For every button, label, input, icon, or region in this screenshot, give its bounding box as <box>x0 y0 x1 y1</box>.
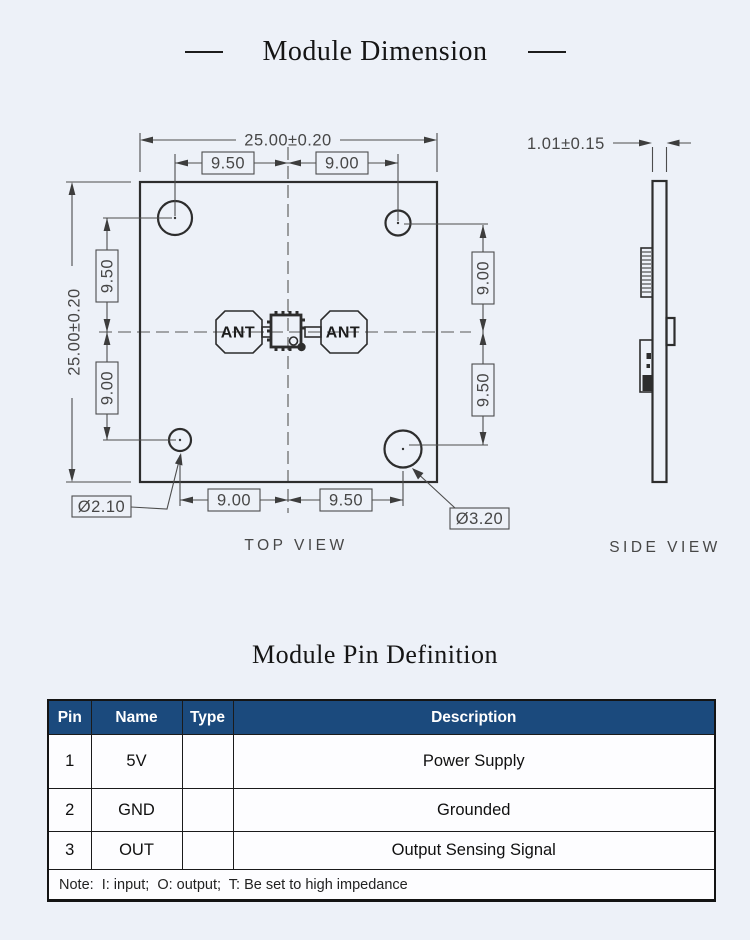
centerlines <box>99 147 471 513</box>
pin-type <box>182 735 233 789</box>
svg-text:9.50: 9.50 <box>474 372 493 408</box>
pin-type <box>182 789 233 832</box>
dim-right-holes <box>404 224 494 445</box>
pin-number: 2 <box>48 789 91 832</box>
header-pin: Pin <box>48 700 91 735</box>
header-name: Name <box>91 700 182 735</box>
pcb-side-profile <box>653 181 667 482</box>
dim-left-holes <box>96 218 176 440</box>
antenna-left <box>216 311 271 353</box>
dim-top-holes <box>175 152 398 221</box>
table-note: Note: I: input; O: output; T: Be set to high impedance <box>48 870 715 901</box>
svg-text:9.50: 9.50 <box>98 258 117 294</box>
antenna-right-label: ANT <box>325 324 361 342</box>
pin-name: OUT <box>91 832 182 870</box>
side-connector <box>641 248 653 297</box>
table-row <box>48 789 715 832</box>
svg-text:9.50: 9.50 <box>210 154 246 173</box>
svg-text:9.00: 9.00 <box>216 491 252 510</box>
callout-small-hole <box>72 453 183 517</box>
antenna-left-label: ANT <box>220 324 256 342</box>
svg-text:Ø2.10: Ø2.10 <box>77 498 126 516</box>
table-header-row <box>48 700 715 735</box>
table-note-row <box>48 870 715 901</box>
pin-name: GND <box>91 789 182 832</box>
header-description: Description <box>233 700 715 735</box>
callout-large-hole <box>412 468 509 529</box>
pin-definition-table <box>47 699 716 902</box>
svg-text:9.00: 9.00 <box>474 260 493 296</box>
module-dimension-title: Module Dimension <box>262 36 488 67</box>
pin-definition-title: Module Pin Definition <box>252 640 498 669</box>
pin-description: Output Sensing Signal <box>233 832 715 870</box>
svg-text:9.00: 9.00 <box>324 154 360 173</box>
side-view <box>527 135 721 556</box>
table-row <box>48 832 715 870</box>
mounting-holes <box>158 201 422 468</box>
pin-description: Grounded <box>233 789 715 832</box>
pin-definition-title-row <box>0 640 750 670</box>
pin-description: Power Supply <box>233 735 715 789</box>
svg-text:9.00: 9.00 <box>98 370 117 406</box>
svg-text:Ø3.20: Ø3.20 <box>455 510 504 528</box>
side-component-lower <box>640 340 653 392</box>
pin-name: 5V <box>91 735 182 789</box>
side-view-label: SIDE VIEW <box>609 539 721 556</box>
svg-text:25.00±0.20: 25.00±0.20 <box>65 288 84 376</box>
svg-text:25.00±0.20: 25.00±0.20 <box>244 131 332 150</box>
side-component-right <box>667 318 675 345</box>
pin-number: 3 <box>48 832 91 870</box>
svg-text:1.01±0.15: 1.01±0.15 <box>527 135 605 153</box>
top-view-label: TOP VIEW <box>244 537 348 554</box>
sensor-ic <box>267 311 306 351</box>
svg-text:9.50: 9.50 <box>328 491 364 510</box>
pin1-marker-dot <box>297 343 305 351</box>
header-type: Type <box>182 700 233 735</box>
pin-number: 1 <box>48 735 91 789</box>
dim-thickness <box>527 135 691 172</box>
pin1-marker-circle <box>290 337 298 345</box>
pin-type <box>182 832 233 870</box>
top-view <box>66 132 510 555</box>
table-row <box>48 735 715 789</box>
